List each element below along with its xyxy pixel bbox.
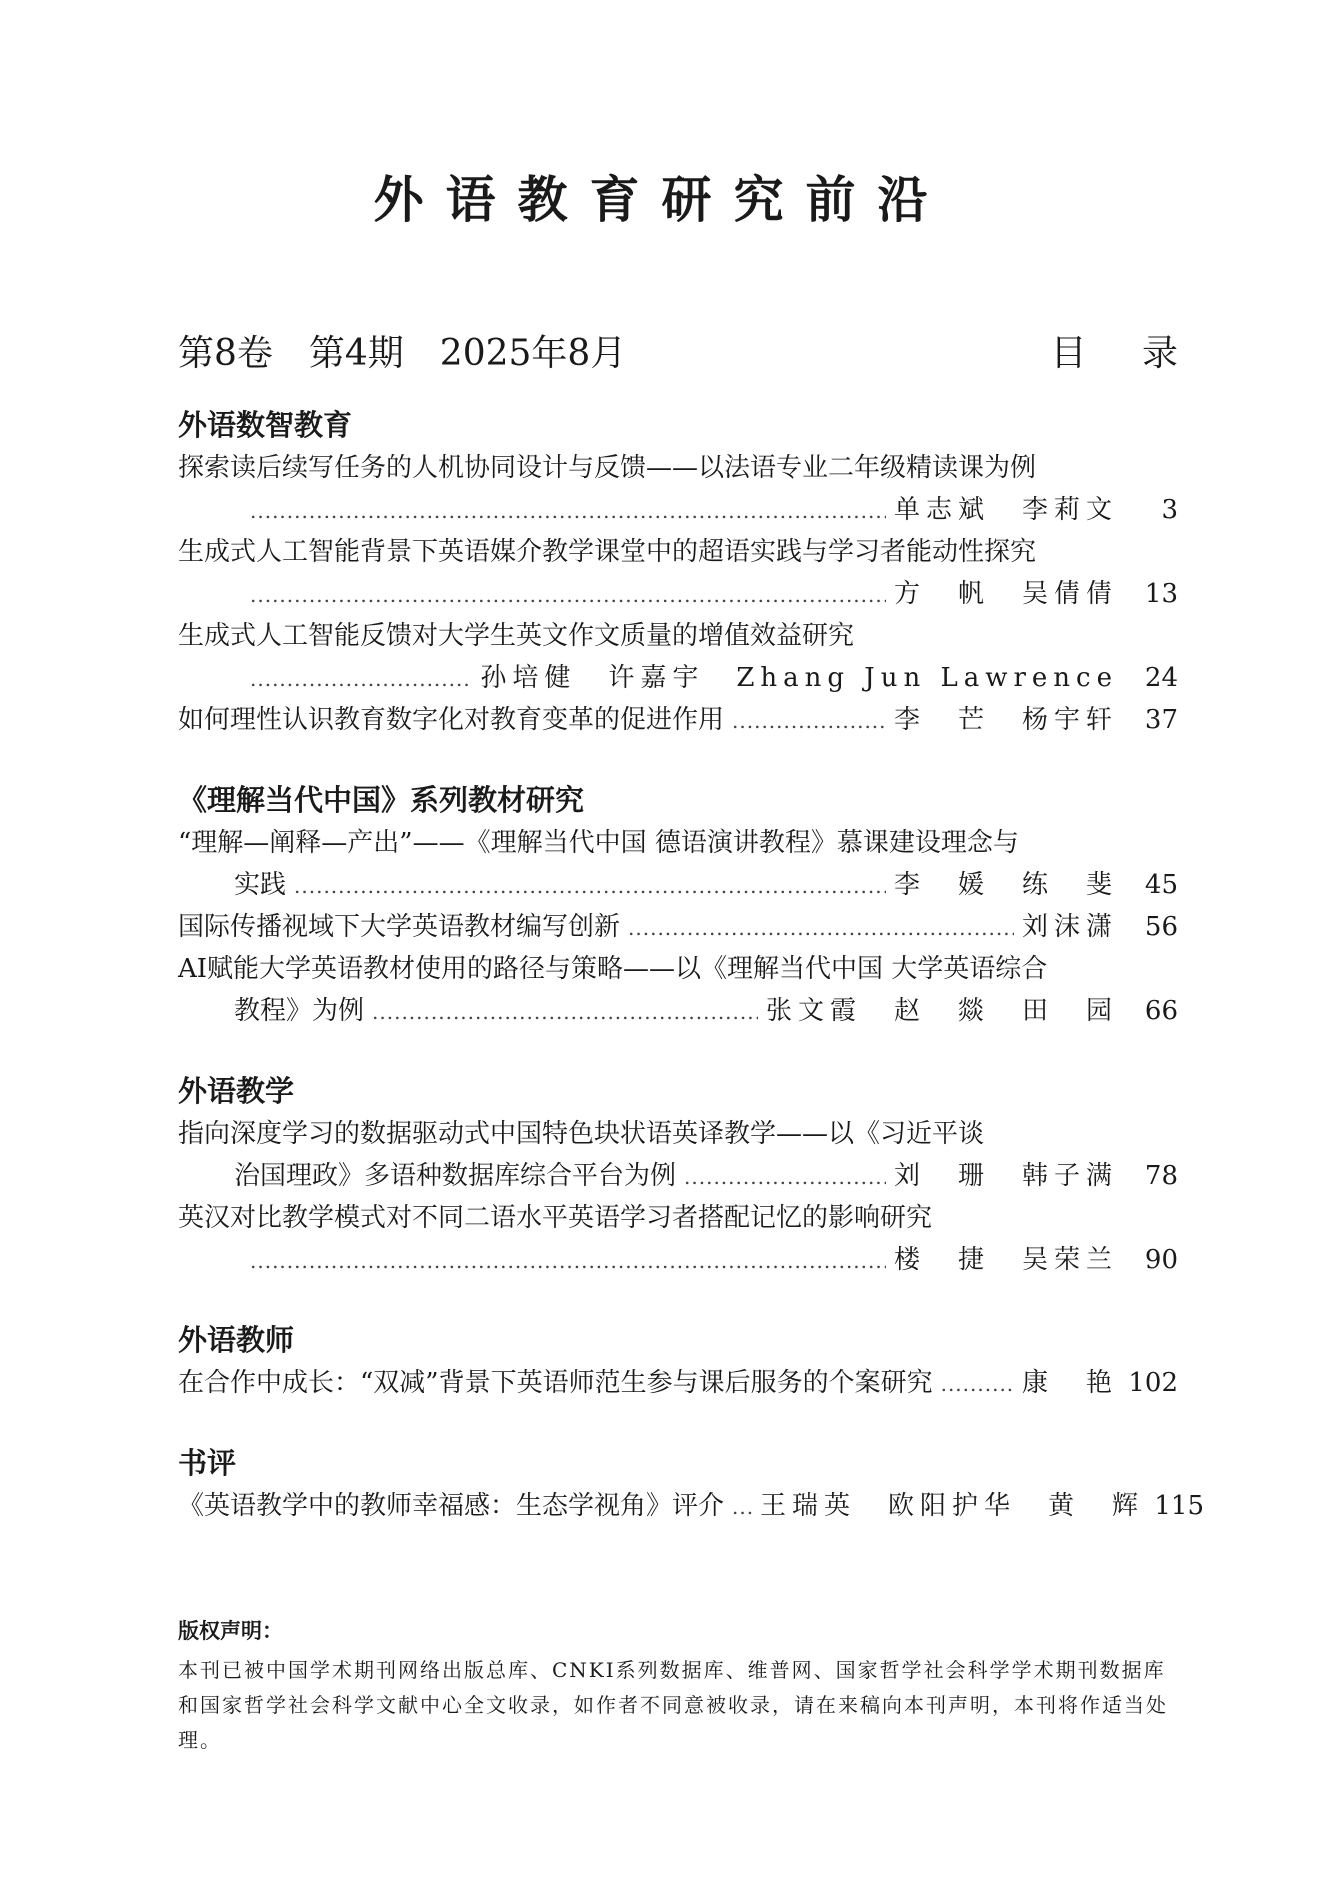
section-title: 书评 xyxy=(178,1446,237,1480)
leader-dots xyxy=(684,1156,886,1198)
entry-authors: 刘沫潇 xyxy=(1021,912,1118,942)
leader-dots xyxy=(372,991,758,1033)
toc-label: 目 录 xyxy=(1050,333,1200,374)
issue-header xyxy=(178,332,1200,376)
toc-entry[interactable] xyxy=(178,531,1178,615)
entry-authors: 单志斌 李莉文 xyxy=(893,495,1118,525)
entry-page: 102 xyxy=(1128,1368,1178,1398)
entry-title: 探索读后续写任务的人机协同设计与反馈——以法语专业二年级精读课为例 xyxy=(178,453,1037,483)
entry-title-continued: 教程》为例 xyxy=(234,996,365,1026)
entry-authors: 康 艳 xyxy=(1021,1368,1118,1398)
section-title: 外语数智教育 xyxy=(178,408,353,442)
entry-page: 56 xyxy=(1144,912,1178,942)
toc-entry[interactable] xyxy=(178,822,1178,906)
toc-entry[interactable] xyxy=(178,699,1178,741)
entry-page: 24 xyxy=(1144,663,1178,693)
toc-section xyxy=(178,779,1178,1032)
entry-title: 英汉对比教学模式对不同二语水平英语学习者搭配记忆的影响研究 xyxy=(178,1203,933,1233)
entry-authors: 李 媛 练 斐 xyxy=(893,870,1118,900)
entry-authors: 张文霞 赵 燚 田 园 xyxy=(765,996,1118,1026)
toc-entry[interactable] xyxy=(178,1485,1205,1527)
leader-dots xyxy=(250,658,472,700)
entry-title-continued: 实践 xyxy=(234,870,287,900)
entry-title: 指向深度学习的数据驱动式中国特色块状语英译教学——以《习近平谈 xyxy=(178,1119,985,1149)
leader-dots xyxy=(628,907,1014,949)
toc-entry[interactable] xyxy=(178,948,1178,1032)
leader-dots xyxy=(294,865,886,907)
issue-info: 第8卷 第4期 2025年8月 xyxy=(178,333,627,374)
entry-title: 生成式人工智能反馈对大学生英文作文质量的增值效益研究 xyxy=(178,621,855,651)
section-title: 《理解当代中国》系列教材研究 xyxy=(178,783,585,817)
entry-page: 13 xyxy=(1144,579,1178,609)
leader-dots xyxy=(941,1363,1014,1405)
entry-title: AI赋能大学英语教材使用的路径与策略——以《理解当代中国 大学英语综合 xyxy=(178,954,1048,984)
copyright-notice xyxy=(178,1614,1178,1758)
entry-title: 《英语教学中的教师幸福感：生态学视角》评介 xyxy=(178,1491,725,1521)
entry-authors: 方 帆 吴倩倩 xyxy=(893,579,1118,609)
entry-title: 生成式人工智能背景下英语媒介教学课堂中的超语实践与学习者能动性探究 xyxy=(178,537,1037,567)
copyright-heading: 版权声明： xyxy=(178,1619,283,1643)
leader-dots xyxy=(250,574,886,616)
entry-authors: 刘 珊 韩子满 xyxy=(893,1161,1118,1191)
section-title: 外语教师 xyxy=(178,1323,295,1357)
entry-authors: 楼 捷 吴荣兰 xyxy=(893,1245,1118,1275)
entry-authors: 王瑞英 欧阳护华 黄 辉 xyxy=(760,1491,1145,1521)
entry-page: 115 xyxy=(1154,1491,1205,1521)
entry-title-continued: 治国理政》多语种数据库综合平台为例 xyxy=(234,1161,677,1191)
entry-authors: 李 芒 杨宇轩 xyxy=(893,705,1118,735)
toc-entry[interactable] xyxy=(178,447,1178,531)
toc-section xyxy=(178,1442,1205,1527)
toc-section xyxy=(178,1070,1178,1281)
entry-title: 如何理性认识教育数字化对教育变革的促进作用 xyxy=(178,705,725,735)
entry-page: 78 xyxy=(1144,1161,1178,1191)
toc-section xyxy=(178,1319,1178,1404)
toc-entry[interactable] xyxy=(178,615,1178,699)
leader-dots xyxy=(732,700,886,742)
toc-entry[interactable] xyxy=(178,1362,1178,1404)
section-title: 外语教学 xyxy=(178,1074,295,1108)
entry-page: 66 xyxy=(1144,996,1178,1026)
leader-dots xyxy=(250,490,886,532)
entry-page: 45 xyxy=(1144,870,1178,900)
entry-title: 在合作中成长：“双减”背景下英语师范生参与课后服务的个案研究 xyxy=(178,1368,933,1398)
journal-title: 外语教育研究前沿 xyxy=(373,171,950,229)
entry-authors: 孙培健 许嘉宇 Zhang Jun Lawrence xyxy=(480,663,1118,693)
toc-entry[interactable] xyxy=(178,1197,1178,1281)
entry-title: “理解—阐释—产出”——《理解当代中国 德语演讲教程》慕课建设理念与 xyxy=(178,828,1019,858)
leader-dots xyxy=(250,1240,886,1282)
toc-entry[interactable] xyxy=(178,906,1178,948)
table-of-contents xyxy=(178,404,1205,1527)
toc-section xyxy=(178,404,1178,741)
copyright-text: 本刊已被中国学术期刊网络出版总库、CNKI系列数据库、维普网、国家哲学社会科学学术期刊数据库和国家哲学社会科学文献中心全文收录，如作者不同意被收录，请在来稿向本刊声明，本刊将作适当处理。 xyxy=(178,1658,1168,1752)
leader-dots xyxy=(732,1486,752,1528)
toc-entry[interactable] xyxy=(178,1113,1178,1197)
entry-page: 90 xyxy=(1144,1245,1178,1275)
entry-title: 国际传播视域下大学英语教材编写创新 xyxy=(178,912,621,942)
entry-page: 37 xyxy=(1144,705,1178,735)
entry-page: 3 xyxy=(1161,495,1178,525)
